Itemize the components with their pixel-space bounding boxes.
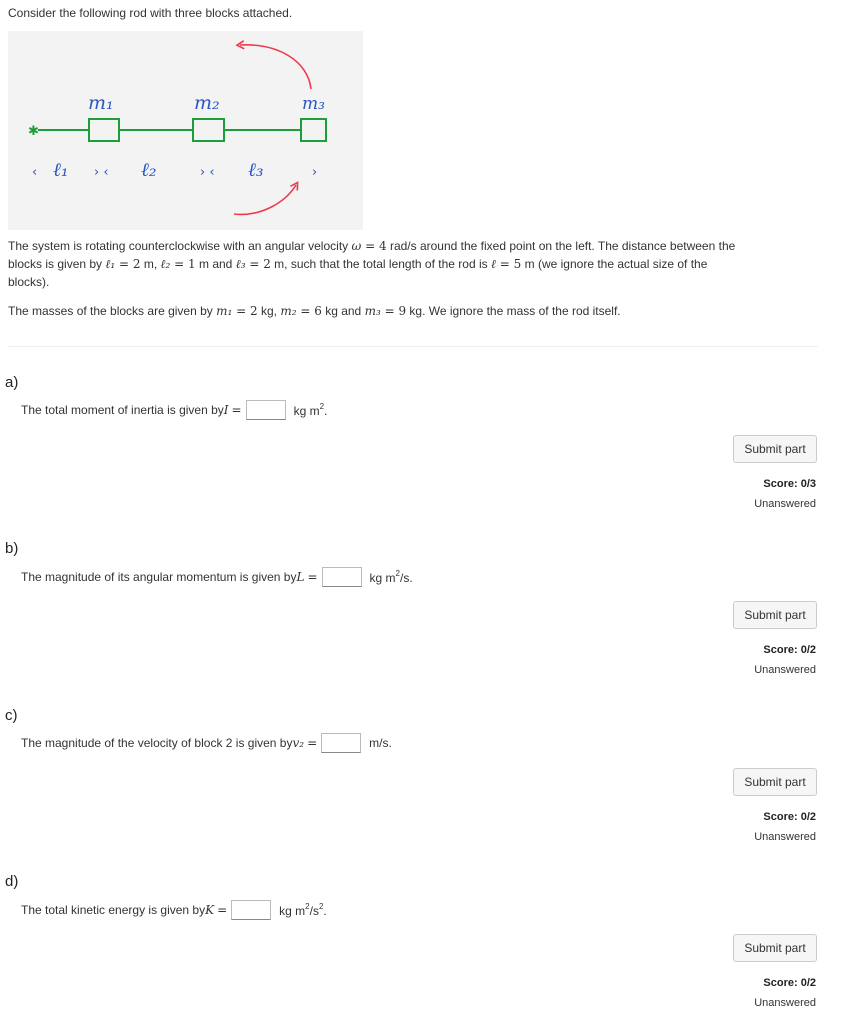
description-paragraph [8,237,818,291]
part-a-letter: a) [5,374,19,391]
label-l1: ℓ₁ [53,159,69,181]
part-c-score: Score: 0/2 [763,811,816,823]
part-a-prompt: The total moment of inertia is given by [21,403,224,417]
label-m2: m₂ [194,92,220,114]
part-c-status: Unanswered [754,831,816,843]
block-m3 [301,119,326,141]
rod-diagram [8,31,363,230]
description-line-2: blocks is given by ℓ₁ = 2 m, ℓ₂ = 1 m and ℓ₃ = 2 m, such that the total length of the rod is ℓ = 5 m (we ignore the actual size of the [8,257,708,271]
part-c-letter: c) [5,707,18,724]
part-a-submit-button[interactable]: Submit part [733,435,817,463]
block-m2 [193,119,224,141]
part-a-score: Score: 0/3 [763,478,816,490]
label-l3: ℓ₃ [248,159,264,181]
part-b-question: The magnitude of its angular momentum is given by L = kg $m^2/s$. [21,569,413,585]
bracket-l1-l2: › ‹ [94,165,109,180]
part-b-submit-button[interactable]: Submit part [733,601,817,629]
masses-paragraph: The masses of the blocks are given by m₁ = 2 kg, m₂ = 6 kg and m₃ = 9 kg. We ignore the mass of the rod itself. [8,304,621,318]
part-a-answer-input[interactable] [246,400,286,420]
part-c-prompt: The magnitude of the velocity of block 2 is given by [21,736,293,750]
part-b-score: Score: 0/2 [763,644,816,656]
rod-diagram-svg [8,31,363,230]
part-d-status: Unanswered [754,997,816,1009]
bracket-right-l3: › [312,165,318,180]
part-b-symbol: L [296,570,305,584]
part-d-symbol: K [205,903,215,917]
part-d-score: Score: 0/2 [763,977,816,989]
bracket-left-l1: ‹ [32,165,38,180]
part-d-letter: d) [5,873,19,890]
label-l2: ℓ₂ [141,159,157,181]
part-d-answer-input[interactable] [231,900,271,920]
description-line-3: blocks). [8,275,50,289]
label-m3: m₃ [302,94,325,114]
label-m1: m₁ [88,92,114,114]
section-divider [8,346,818,347]
part-d-question: The total kinetic energy is given by K = kg $m^2/s^2$. [21,902,327,918]
part-a-symbol: I [223,403,229,417]
part-b-answer-input[interactable] [322,567,362,587]
bracket-l2-l3: › ‹ [200,165,215,180]
rotation-arrow-top [240,45,311,89]
block-m1 [89,119,119,141]
part-b-prompt: The magnitude of its angular momentum is given by [21,570,297,584]
part-c-submit-button[interactable]: Submit part [733,768,817,796]
part-d-submit-button[interactable]: Submit part [733,934,817,962]
part-c-answer-input[interactable] [321,733,361,753]
part-d-prompt: The total kinetic energy is given by [21,903,206,917]
part-a-unit: kg $m^2$. [293,402,328,418]
description-line-1: The system is rotating counterclockwise with an angular velocity ω = 4 rad/s around the fixed point on the left. The distance between the [8,239,736,253]
part-a-status: Unanswered [754,498,816,510]
part-c-unit: m/s. [369,736,392,750]
rotation-arrow-bottom [234,185,296,214]
part-a-question: The total moment of inertia is given by I = kg $m^2$. [21,402,328,418]
part-b-letter: b) [5,540,19,557]
part-d-unit: kg $m^2/s^2$. [279,902,327,918]
part-b-status: Unanswered [754,664,816,676]
part-c-symbol: v₂ [292,736,305,750]
pivot-point-icon: ✱ [28,124,39,139]
part-b-unit: kg $m^2/s$. [369,569,413,585]
intro-text: Consider the following rod with three blocks attached. [8,6,293,20]
part-c-question: The magnitude of the velocity of block 2 is given by v₂ = m/s. [21,733,392,753]
